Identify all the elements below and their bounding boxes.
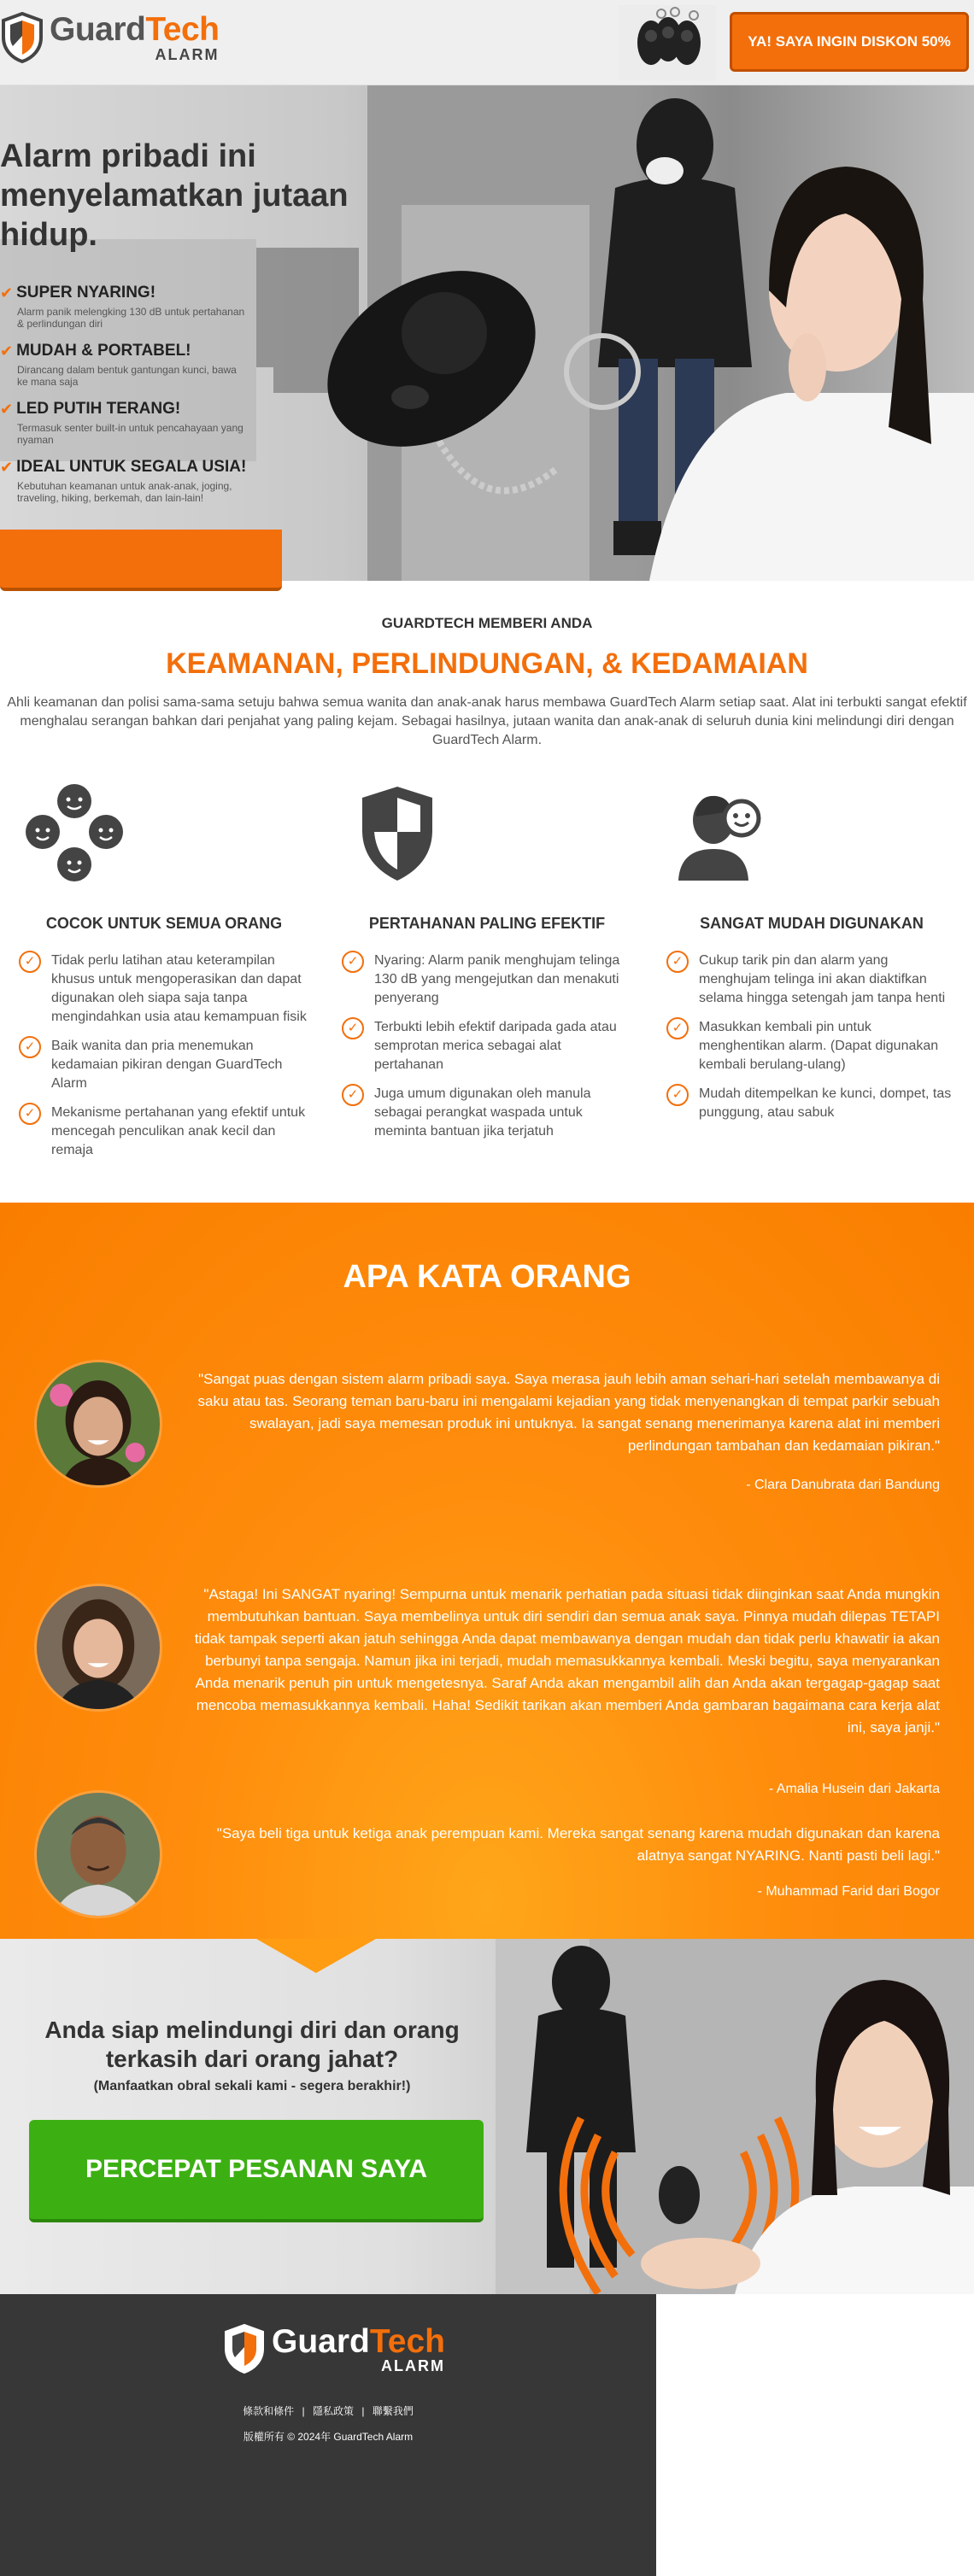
alarm-device-hand	[659, 2166, 700, 2224]
check-icon: ✔	[0, 284, 14, 302]
intro-body: Ahli keamanan dan polisi sama-sama setuju bahwa semua wanita dan anak-anak harus membawa GuardTech Alarm setiap saat. Alat ini terbukti sangat efektif menghalau serangan bahkan dari penjahat yang paling kejam. Sebagai hasilnya, jutaan wanita dan anak-anak di seluruh dunia kini melindungi diri dengan GuardTech Alarm.	[7, 695, 967, 747]
check-circle-icon: ✓	[342, 1084, 364, 1106]
benefit-item: ✓ Baik wanita dan pria menemukan kedamaian pikiran dengan GuardTech Alarm	[19, 1037, 309, 1093]
contact-link[interactable]: 聯繫我們	[372, 2405, 414, 2417]
benefit-column-defense	[342, 782, 632, 1151]
benefit-item: ✓ Masukkan kembali pin untuk menghentikan alarm. (Dapat digunakan kembali berulang-ulang)	[666, 1018, 957, 1074]
avatar	[34, 1360, 162, 1488]
hero-section	[0, 85, 974, 581]
benefit-list	[666, 951, 957, 1122]
feature-item: ✔ SUPER NYARING! Alarm panik melengking 130 dB untuk pertahanan & perlindungan diri	[0, 284, 245, 330]
check-circle-icon: ✓	[342, 1017, 364, 1039]
bottom-cta-section	[0, 1939, 974, 2294]
brand-sub: ALARM	[155, 46, 220, 63]
testimonial-author: - Clara Danubrata dari Bandung	[746, 1478, 940, 1492]
check-icon: ✔	[0, 458, 14, 476]
footer-logo[interactable]	[222, 2323, 445, 2374]
discount-cta-button[interactable]: YA! SAYA INGIN DISKON 50%	[730, 12, 969, 72]
hero-headline: Alarm pribadi ini menyelamatkan jutaan hidup.	[0, 138, 349, 253]
intro-kicker: GUARDTECH MEMBERI ANDA	[381, 615, 593, 631]
privacy-link[interactable]: 隱私政策	[312, 2405, 354, 2417]
logo-shield-icon	[222, 2323, 267, 2374]
benefit-item: ✓ Terbukti lebih efektif daripada gada atau semprotan merica sebagai alat pertahanan	[342, 1018, 632, 1074]
testimonial-quote: "Astaga! Ini SANGAT nyaring! Sempurna untuk menarik perhatian pada situasi tidak diinginkan saat Anda mungkin membutuhkan bantuan. Saya membelinya untuk diri sendiri dan semua anak saya. Pinnya mudah dilepas TETAPI tidak tampak seperti akan jatuh sehingga Anda dapat membawanya dengan mudah dan tidak perlu khawatir ia akan berbunyi tanpa sengaja. Namun jika ini terjadi, mudah memasukkannya kembali. Meski begitu, saya menyarankan Anda menarik penuh pin untuk mengetesnya. Saraf Anda akan mengambil alih dan Anda akan tergagap-gagap saat mencoba memasukkannya kembali. Haha! Sedikit tarikan akan memberi Anda gambaran bagaimana cara kerja alat ini, saya janji."	[194, 1586, 940, 1736]
benefit-item: ✓ Tidak perlu latihan atau keterampilan khusus untuk mengoperasikan dan dapat digunakan oleh siapa saja tanpa mengindahkan usia atau kemampuan fisik	[19, 951, 309, 1027]
benefit-item: ✓ Juga umum digunakan oleh manula sebagai perangkat waspada untuk meminta bantuan jika terjatuh	[342, 1085, 632, 1141]
feature-item: ✔ LED PUTIH TERANG! Termasuk senter built-in untuk pencahayaan yang nyaman	[0, 400, 244, 446]
people-group-icon	[19, 782, 130, 885]
site-header	[0, 0, 974, 85]
testimonial-quote: "Saya beli tiga untuk ketiga anak perempuan kami. Mereka sangat senang karena mudah digunakan dan karena alatnya sangat NYARING. Nanti pasti beli lagi."	[216, 1825, 940, 1864]
check-icon: ✔	[0, 342, 14, 360]
site-footer	[0, 2294, 656, 2576]
brand-name: GuardTech	[50, 11, 220, 48]
feature-item: ✔ IDEAL UNTUK SEGALA USIA! Kebutuhan keamanan untuk anak-anak, joging, traveling, hiking, berkemah, dan lain-lain!	[0, 458, 247, 504]
product-trio-image	[619, 5, 716, 80]
bottom-order-button[interactable]: PERCEPAT PESANAN SAYA	[29, 2120, 484, 2222]
check-circle-icon: ✓	[666, 951, 689, 973]
benefit-column-easy	[666, 782, 957, 1133]
testimonials-section	[0, 1203, 974, 1939]
brand-name: GuardTech	[272, 2322, 445, 2360]
benefit-title: PERTAHANAN PALING EFEKTIF	[368, 915, 606, 932]
intro-title: KEAMANAN, PERLINDUNGAN, & KEDAMAIAN	[166, 647, 808, 680]
shield-icon	[342, 782, 453, 885]
check-circle-icon: ✓	[666, 1084, 689, 1106]
bottom-subheadline: (Manfaatkan obral sekali kami - segera berakhir!)	[93, 2079, 411, 2093]
footer-links: 條款和條件 | 隱私政策 | 聯繫我們	[243, 2405, 414, 2417]
benefit-title: COCOK UNTUK SEMUA ORANG	[45, 915, 283, 932]
check-icon: ✔	[0, 400, 14, 418]
bottom-headline: Anda siap melindungi diri dan orang terkasih dari orang jahat?	[44, 2017, 460, 2072]
benefit-item: ✓ Mekanisme pertahanan yang efektif untuk mencegah penculikan anak kecil dan remaja	[19, 1104, 309, 1160]
check-circle-icon: ✓	[19, 951, 41, 973]
benefit-item: ✓ Mudah ditempelkan ke kunci, dompet, tas punggung, atau sabuk	[666, 1085, 957, 1122]
testimonial-author: - Amalia Husein dari Jakarta	[768, 1782, 940, 1796]
user-chat-icon	[666, 782, 777, 885]
benefit-title: SANGAT MUDAH DIGUNAKAN	[700, 915, 924, 932]
check-circle-icon: ✓	[342, 951, 364, 973]
benefit-item: ✓ Nyaring: Alarm panik menghujam telinga 130 dB yang mengejutkan dan menakuti penyerang	[342, 951, 632, 1008]
check-circle-icon: ✓	[19, 1103, 41, 1125]
check-circle-icon: ✓	[19, 1036, 41, 1058]
copyright: 版權所有 © 2024年 GuardTech Alarm	[243, 2431, 414, 2443]
benefit-list	[342, 951, 632, 1141]
benefit-item: ✓ Cukup tarik pin dan alarm yang menghujam telinga ini akan diaktifkan selama hingga setengah jam tanpa henti	[666, 951, 957, 1008]
feature-item: ✔ MUDAH & PORTABEL! Dirancang dalam bentuk gantungan kunci, bawa ke mana saja	[0, 342, 237, 388]
brand-logo[interactable]	[0, 12, 220, 63]
benefit-column-everyone	[19, 782, 309, 1170]
testimonials-title: APA KATA ORANG	[343, 1259, 631, 1295]
benefit-list	[19, 951, 309, 1160]
avatar	[34, 1584, 162, 1712]
hero-order-button-base[interactable]	[0, 530, 282, 591]
testimonial-author: - Muhammad Farid dari Bogor	[757, 1884, 940, 1899]
avatar	[34, 1790, 162, 1918]
terms-link[interactable]: 條款和條件	[243, 2405, 295, 2417]
testimonial-quote: "Sangat puas dengan sistem alarm pribadi saya. Saya merasa jauh lebih aman sehari-hari setelah membawanya di saku atau tas. Seorang teman baru-baru ini mengalami kejadian yang tidak menyenangkan di tempat parkir sebuah swalayan, jadi saya memesan produk ini untuknya. Ia sangat senang menerimanya karena alat ini memberi perlindungan tambahan dan kedamaian pikiran."	[197, 1371, 940, 1454]
bottom-background-image	[0, 1939, 974, 2294]
logo-shield-icon	[0, 12, 44, 63]
section-notch	[256, 1939, 376, 1973]
brand-sub: ALARM	[381, 2356, 445, 2374]
check-circle-icon: ✓	[666, 1017, 689, 1039]
